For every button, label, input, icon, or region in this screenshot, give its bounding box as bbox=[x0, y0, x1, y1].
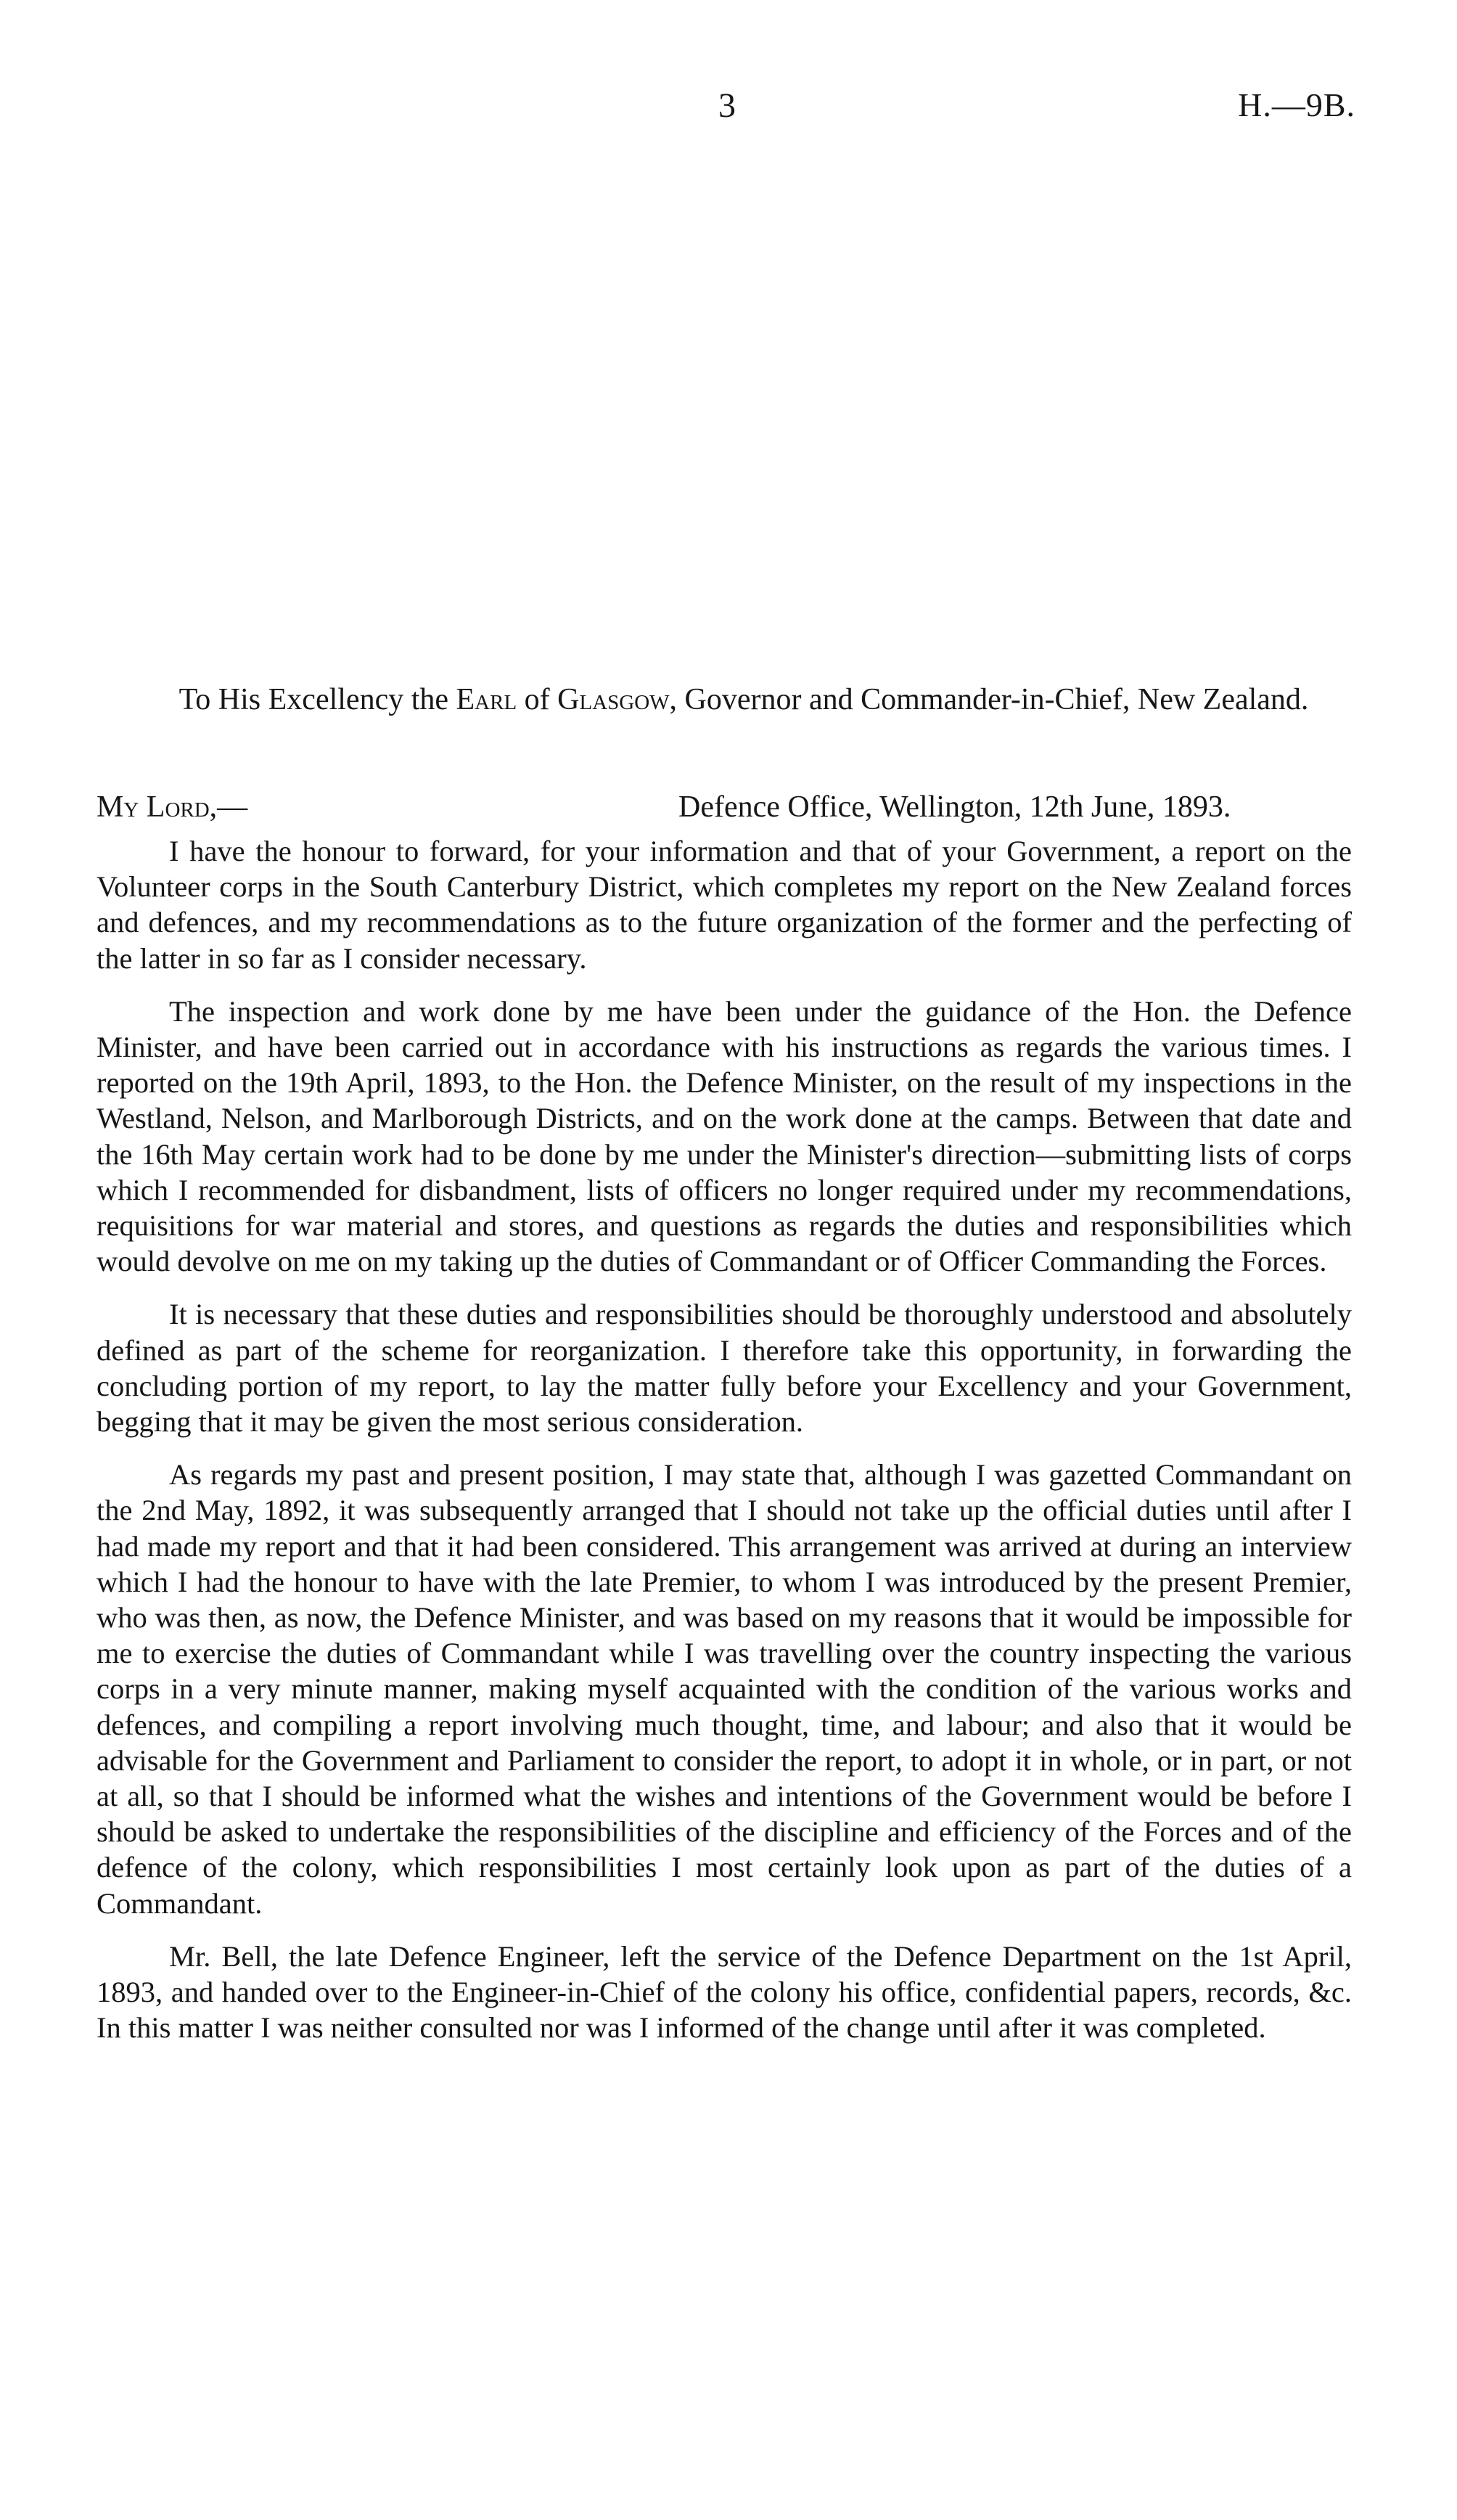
paragraph: The inspection and work done by me have been under the guidance of the Hon. the Defence Minister, and have been carried out in accordance with his instructions as regards the various times. I reported on the 19th April, 1893, to the Hon. the Defence Minister, on the result of my inspections in the Westland, Nelson, and Marlborough Districts, and on the work done at the camps. Between that date and the 16th May certain work had to be done by me under the Minister's direction—submitting lists of corps which I recommended for disbandment, lists of officers no longer required under my recommendations, requisitions for war material and stores, and questions as regards the duties and responsibilities which would devolve on me on my taking up the duties of Commandant or of Officer Commanding the Forces. bbox=[97, 994, 1352, 1278]
paragraph: Mr. Bell, the late Defence Engineer, left the service of the Defence Department on the 1st April, 1893, and handed over to the Engineer-in-Chief of the colony his office, confidential papers, records, &c. In this matter I was neither consulted nor was I informed of the change until after it was completed. bbox=[97, 1939, 1352, 2045]
address-title-place: Glasgow, bbox=[557, 683, 678, 716]
address-prefix: To His Excellency the bbox=[178, 683, 449, 716]
paragraph: It is necessary that these duties and responsibilities should be thoroughly understood and absolutely defined as part of the scheme for reorganization. I therefore take this opportunity, in forwarding the concluding portion of my report, to lay the matter fully before your Excellency and your Government, begging that it may be given the most serious consideration. bbox=[97, 1298, 1352, 1439]
salutation: My Lord,— bbox=[97, 790, 248, 824]
dateline: Defence Office, Wellington, 12th June, 1893. bbox=[678, 790, 1231, 824]
letter-body bbox=[97, 833, 1352, 2063]
document-reference: H.—9B. bbox=[1238, 86, 1355, 123]
letter-address bbox=[145, 679, 1342, 721]
address-of: of bbox=[524, 683, 550, 716]
paragraph: As regards my past and present position, I may state that, although I was gazetted Commandant on the 2nd May, 1892, it was subsequently arranged that I should not take up the official duties until after I had made my report and that it had been considered. This arrangement was arrived at during an interview which I had the honour to have with the late Premier, to whom I was introduced by the present Premier, who was then, as now, the Defence Minister, and was based on my reasons that it would be impossible for me to exercise the duties of Commandant while I was travelling over the country inspecting the various corps in a very minute manner, making myself acquainted with the condition of the various works and defences, and compiling a report involving much thought, time, and labour; and also that it would be advisable for the Government and Parliament to consider the report, to adopt it in whole, or in part, or not at all, so that I should be informed what the wishes and intentions of the Government would be before I should be asked to undertake the responsibilities of the discipline and efficiency of the Forces and of the defence of the colony, which responsibilities I most certainly look upon as part of the duties of a Commandant. bbox=[97, 1458, 1352, 1920]
address-suffix: Governor and Commander-in-Chief, New Zealand. bbox=[684, 683, 1309, 716]
paragraph: I have the honour to forward, for your information and that of your Government, a report on the Volunteer corps in the South Canterbury District, which completes my report on the New Zealand forces and defences, and my recommendations as to the future organization of the former and the perfecting of the latter in so far as I consider necessary. bbox=[97, 835, 1352, 975]
page-number: 3 bbox=[718, 86, 736, 125]
address-title-rank: Earl bbox=[456, 683, 517, 716]
